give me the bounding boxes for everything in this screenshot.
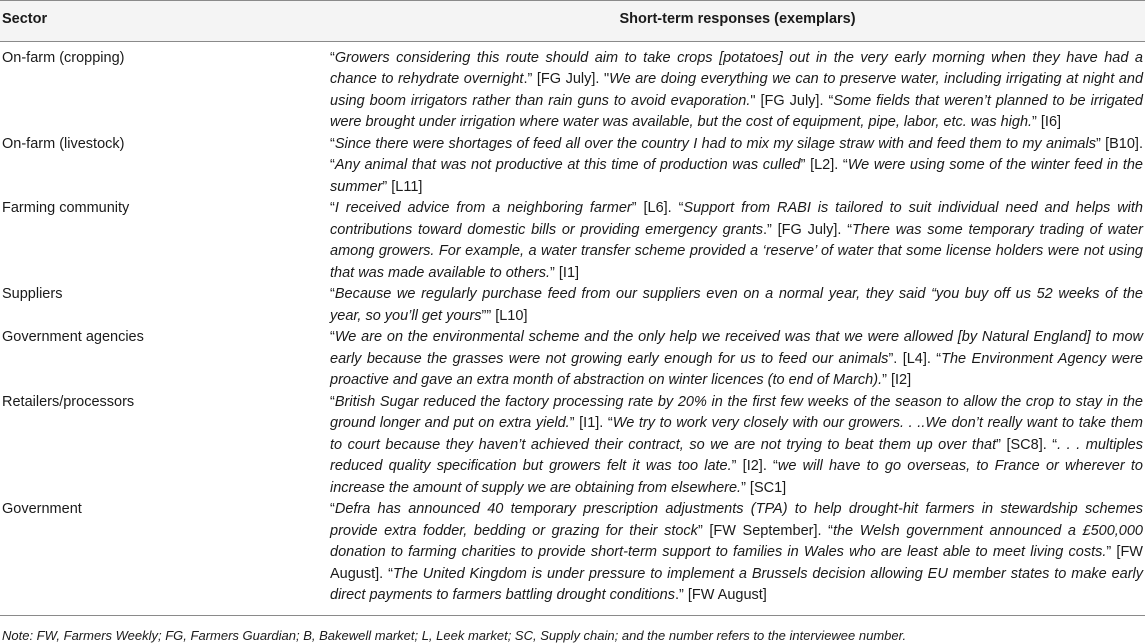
response-cell [330, 327, 1145, 392]
sector-cell: Retailers/processors [2, 393, 135, 410]
citation-text: ” [B10]. “ [330, 135, 1143, 173]
header-row [0, 1, 1145, 42]
quote-text: There was some temporary trading of water among growers. For example, a water transfer scheme provided a ‘reserve’ of water that some license holders were not using that was made available to others. [330, 221, 1144, 281]
table-row [0, 284, 1145, 327]
quote-text: The United Kingdom is under pressure to implement a Brussels decision allowing EU member states to make early direct payments to farmers battling drought conditions [330, 565, 1143, 603]
citation-text: ” [I2]. “ [731, 458, 778, 474]
quote-text: Some fields that weren’t planned to be irrigated were brought under irrigation where water was available, but the cost of equipment, pipe, labor, etc. was high. [330, 92, 1143, 130]
table-row [0, 134, 1145, 199]
header-sector: Sector [0, 1, 330, 42]
citation-text: .” [FW August] [674, 587, 767, 603]
quote-text: I received advice from a neighboring farmer [334, 200, 632, 216]
table-note: Note: FW, Farmers Weekly; FG, Farmers Guardian; B, Bakewell market; L, Leek market; SC, Supply chain; and the number refers to the interviewee number. [2, 627, 907, 643]
quote-text: Because we regularly purchase feed from our suppliers even on a normal year, they said “you buy off us 52 weeks of the year, so you’ll get yours [330, 286, 1143, 324]
response-cell [330, 284, 1145, 327]
sector-cell: On-farm (cropping) [2, 49, 125, 66]
citation-text: ” [L11] [382, 178, 423, 195]
response-cell [330, 499, 1145, 615]
citation-text: .” [FG July]. “ [762, 221, 853, 238]
citation-text: ” [I1] [550, 264, 580, 281]
citation-text: ” [L6]. “ [631, 200, 684, 216]
citation-text: ” [FW September]. “ [697, 522, 833, 539]
sector-cell: On-farm (livestock) [2, 135, 125, 152]
citation-text: ”. [L4]. “ [888, 350, 942, 367]
table-row [0, 327, 1145, 392]
response-cell [330, 41, 1145, 134]
citation-text: ” [I1]. “ [569, 415, 613, 431]
citation-text: " [FG July]. “ [750, 92, 834, 109]
header-responses: Short-term responses (exemplars) [330, 1, 1145, 42]
table-header [0, 1, 1145, 42]
citation-text: ” [I6] [1032, 114, 1062, 130]
citation-text: “ [330, 286, 335, 302]
citation-text: “ [330, 200, 335, 216]
quote-text: Any animal that was not productive at this time of production was culled [334, 157, 801, 173]
citation-text: “ [330, 49, 335, 66]
response-cell [330, 134, 1145, 199]
table-row [0, 392, 1145, 500]
citation-text: “ [330, 501, 335, 517]
sector-cell: Government agencies [2, 329, 144, 345]
quote-text: We were using some of the winter feed in the summer [330, 157, 1143, 195]
quote-text: Since there were shortages of feed all over the country I had to mix my silage straw with and feed them to my animals [334, 135, 1096, 152]
quote-text: We are on the environmental scheme and the only help we received was that we were allowed [by Natural England] to mow early because the grasses were not growing early enough for us to feed our animals [330, 329, 1143, 367]
citation-text: ” [SC1] [741, 479, 787, 496]
quote-text: We try to work very closely with our growers. . ..We don’t really want to take them to court because they haven’t achieved their contract, so we are not trying to beat them up over that [330, 415, 1143, 453]
quote-text: We are doing everything we can to preserve water, including irrigating at night and using boom irrigators rather than rain guns to avoid evaporation. [330, 71, 1144, 109]
quote-text: British Sugar reduced the factory processing rate by 20% in the first few weeks of the season to allow the crop to stay in the ground longer and put on extra yield. [330, 393, 1143, 431]
citation-text: ” [L2]. “ [800, 157, 848, 173]
table-body [0, 41, 1145, 615]
quote-text: Support from RABI is tailored to suit individual need and helps with contributions toward domestic bills or providing emergency grants [330, 200, 1143, 238]
quote-text: we will have to go overseas, to France or wherever to increase the amount of supply we are obtaining from elsewhere. [330, 458, 1143, 496]
quote-text: . . . multiples reduced quality specification but growers felt it was too late. [330, 436, 1143, 474]
table-row [0, 198, 1145, 284]
quote-text: Defra has announced 40 temporary prescription adjustments (TPA) to help drought-hit farmers in stewardship schemes provide extra fodder, bedding or grazing for their stock [330, 501, 1143, 539]
citation-text: .” [FG July]. " [523, 71, 610, 87]
response-cell [330, 198, 1145, 284]
response-cell [330, 392, 1145, 500]
sector-cell: Farming community [2, 200, 130, 216]
citation-text: “ [330, 393, 335, 410]
citation-text: ” [I2] [882, 372, 912, 388]
table-row [0, 499, 1145, 615]
table-row [0, 41, 1145, 134]
quote-text: Growers considering this route should aim to take crops [potatoes] out in the very early morning when they have had a chance to rehydrate overnight [330, 49, 1143, 87]
citation-text: “ [330, 329, 335, 345]
sector-cell: Suppliers [2, 286, 63, 302]
quote-text: the Welsh government announced a £500,000 donation to farming charities to provide short-term support to families in Wales who are least able to meet living costs. [330, 522, 1143, 560]
quote-text: The Environment Agency were proactive and gave an extra month of abstraction on winter licences (to end of March). [330, 350, 1143, 388]
citation-text: ” [FW August]. “ [330, 544, 1143, 582]
citation-text: ” [SC8]. “ [996, 436, 1058, 453]
citation-text: ”” [L10] [481, 307, 528, 324]
citation-text: “ [330, 135, 335, 152]
sector-cell: Government [0, 499, 330, 615]
